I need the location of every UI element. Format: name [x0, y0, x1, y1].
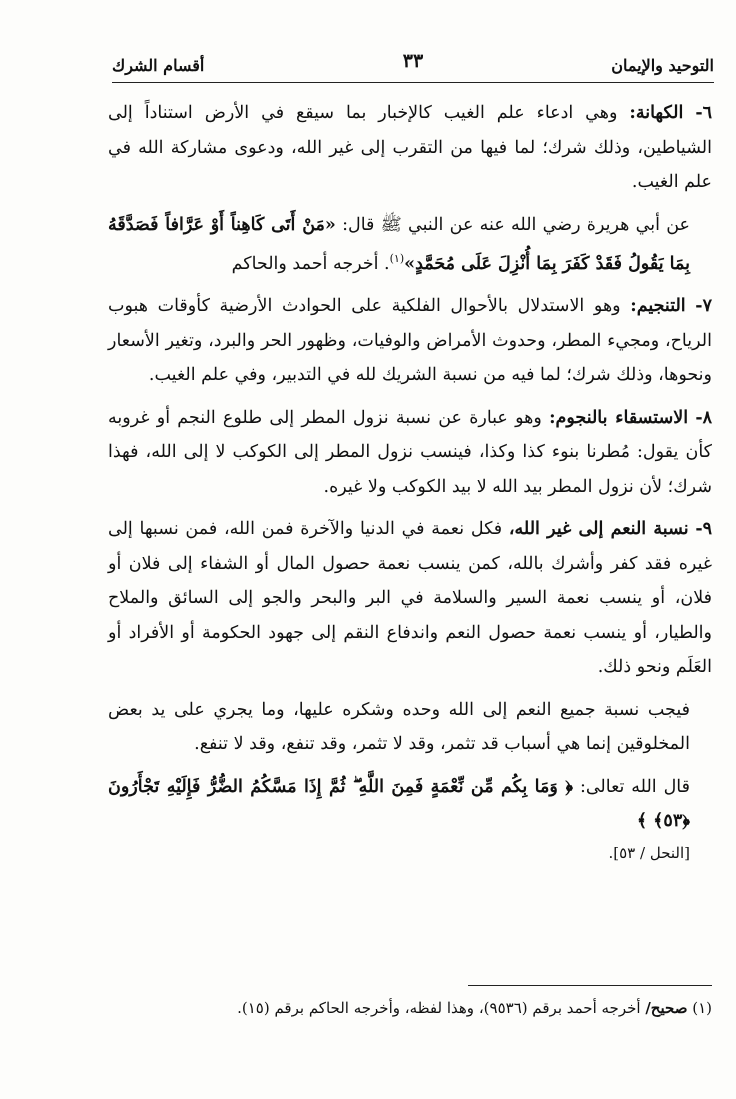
item-number: ٧- [695, 296, 712, 317]
item-term: نسبة النعم إلى غير الله، [508, 519, 689, 540]
footnote-text: أخرجه أحمد برقم (٩٥٣٦)، وهذا لفظه، وأخرجه الحاكم برقم (١٥). [237, 999, 641, 1017]
item-nisbat-alniam [108, 512, 712, 685]
footnote-divider [468, 985, 712, 986]
item-tanjim [108, 289, 712, 393]
item-number: ٩- [695, 519, 712, 540]
item-text: وهي ادعاء علم الغيب كالإخبار بما سيقع في الأرض استناداً إلى الشياطين، وذلك شرك؛ لما فيها من التقرب إلى غير الله، ودعوى مشاركة الله في علم الغيب. [108, 103, 712, 192]
hadith-intro: عن أبي هريرة رضي الله عنه عن النبي ﷺ قال: [342, 214, 690, 235]
item-number: ٨- [695, 407, 712, 428]
quran-verse: ﴿ وَمَا بِكُم مِّن نِّعْمَةٍ فَمِنَ اللَّهِ ۖ ثُمَّ إِذَا مَسَّكُمُ الضُّرُّ فَإِلَيْهِ تَجْأَرُونَ ﴿٥٣﴾ ﴾ [108, 776, 690, 832]
item-text: وهو عبارة عن نسبة نزول المطر إلى طلوع النجم أو غروبه كأن يقول: مُطرنا بنوء كذا وكذا، فينسب نزول المطر إلى الكوكب لا إلى الله، فهذا شرك؛ لأن نزول المطر بيد الله لا بيد الكوكب ولا غيره. [108, 407, 712, 497]
hadith-text: «مَنْ أَتَى كَاهِناً أَوْ عَرَّافاً فَصَدَّقَهُ بِمَا يَقُولُ فَقَدْ كَفَرَ بِمَا أُنْزِلَ عَلَى مُحَمَّدٍ» [108, 214, 690, 274]
page-number: ٣٣ [402, 50, 424, 72]
footnote [108, 996, 712, 1020]
item-term: الكهانة: [629, 103, 684, 123]
conclusion-paragraph: فيجب نسبة جميع النعم إلى الله وحده وشكره عليها، وما يجري على يد بعض المخلوقين إنما هي أسباب قد تثمر، وقد لا تثمر، وقد تنفع، وقد لا تنفع. [108, 699, 690, 755]
item-istisqa [108, 401, 712, 505]
footnote-grade: صحيح/ [645, 999, 688, 1017]
chapter-title: أقسام الشرك [112, 56, 205, 75]
quran-intro: قال الله تعالى: [579, 776, 690, 797]
item-text: وهو الاستدلال بالأحوال الفلكية على الحوادث الأرضية كأوقات هبوب الرياح، ومجيء المطر، وحدوث الأمراض والوفيات، وظهور الحر والبرد، وتغير الأسعار ونحوها، وذلك شرك؛ لما فيه من نسبة الشريك لله في التدبير، وفي علم الغيب. [108, 296, 712, 386]
item-term: التنجيم: [630, 296, 686, 317]
hadith-source: . أخرجه أحمد والحاكم [231, 253, 390, 274]
footnote-marker: (١) [389, 252, 405, 265]
item-text: فكل نعمة في الدنيا والآخرة فمن الله، فمن نسبها إلى غيره فقد كفر وأشرك بالله، كمن ينسب نعمة حصول المال أو الشفاء إلى فلان أو فلان، أو ينسب نعمة السير والسلامة في البر والبحر والجو إلى السائق والملاح والطيار، أو ينسب نعمة حصول النعم واندفاع النقم إلى جهود الحكومة أو الأفراد أو العَلَم ونحو ذلك. [108, 519, 712, 678]
footnote-number: (١) [692, 999, 712, 1017]
page-body [108, 96, 712, 875]
item-kahana [108, 96, 712, 200]
item-number: ٦- [695, 103, 712, 123]
hadith-paragraph [108, 208, 712, 282]
quran-reference: [النحل / ٥٣]. [608, 843, 690, 862]
item-term: الاستسقاء بالنجوم: [549, 407, 689, 428]
running-header [112, 52, 714, 83]
quran-paragraph [108, 770, 712, 867]
book-title: التوحيد والإيمان [611, 56, 714, 75]
